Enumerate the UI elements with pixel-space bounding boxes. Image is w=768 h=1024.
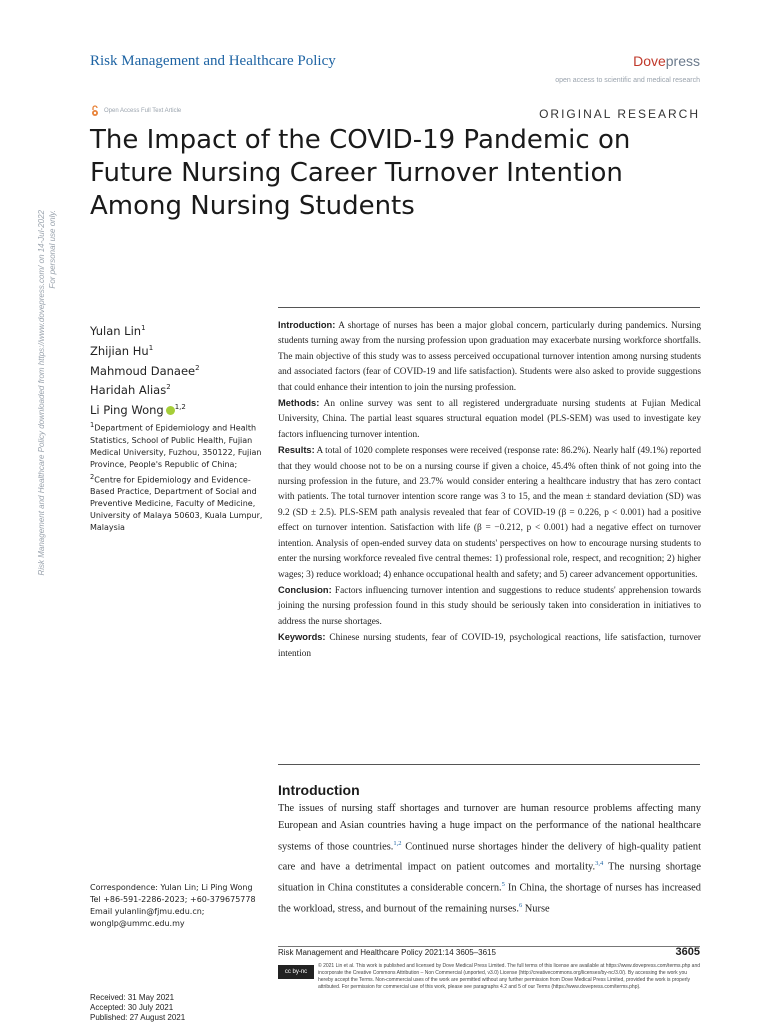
introduction-text: The issues of nursing staff shortages and turnover are human resource problems affecting many European and Asian countries having a huge impact on the performance of the national healthcare systems of those countries.$^{1,2}$ Continued nurse shortages hinder the delivery of high-quality patient care and have a detrimental impact on patient outcomes and mortality.$^{3,4}$ The nursing shortage situation in China constitutes a considerable concern.$^5$ In China, the shortage of nurses has increased the workload, stress, and burnout of the remaining nurses.$^6$ Nurse bbox=[278, 803, 701, 915]
footer-citation: Risk Management and Healthcare Policy 2021:14 3605–3615 bbox=[278, 948, 496, 957]
page-number: 3605 bbox=[675, 946, 700, 958]
publisher-logo[interactable] bbox=[633, 53, 700, 69]
correspondence: Correspondence: Yulan Lin; Li Ping Wong Tel +86-591-2286-2023; +60-379675778 Email yulanlin@fjmu.edu.cn; wonglp@ummc.edu.my bbox=[90, 882, 270, 930]
author[interactable]: Mahmoud Danaee$^2$ bbox=[90, 363, 200, 378]
citation-link[interactable]: 3,4 bbox=[595, 860, 604, 868]
email-link[interactable]: Email yulanlin@fjmu.edu.cn; bbox=[90, 907, 205, 916]
brand-part-b: press bbox=[665, 53, 700, 69]
license-text: © 2021 Lin et al. This work is published and licensed by Dove Medical Press Limited. The full terms of this license are available at https://www.dovepress.com/terms.php and incorporate the Creative Commons Attribution – Non Commercial (unported, v3.0) License (http://creativecommons.org/licenses/by-nc/3.0/). By accessing the work you hereby accept the Terms. Non-commercial uses of the work are permitted without any further permission from Dove Medical Press Limited, provided the work is properly attributed. For permission for commercial use of this work, please see paragraphs 4.2 and 5 of our Terms (https://www.dovepress.com/terms.php). bbox=[318, 963, 701, 990]
divider bbox=[278, 946, 700, 947]
publisher-tagline: open access to scientific and medical research bbox=[555, 77, 700, 84]
download-note bbox=[36, 210, 58, 630]
open-access-text: Open Access Full Text Article bbox=[104, 108, 182, 114]
citation-link[interactable]: 5 bbox=[501, 881, 505, 889]
abstract-conclusion: Conclusion: Factors influencing turnover intention and suggestions to reduce students' apprehension towards joining the nursing profession found in this study should be seriously taken into consideration in initiatives to address the nurse shortages. bbox=[278, 584, 701, 627]
download-note-line2: For personal use only. bbox=[48, 210, 57, 289]
citation-link[interactable]: 6 bbox=[518, 901, 523, 909]
author[interactable]: Zhijian Hu$^1$ bbox=[90, 343, 154, 358]
divider bbox=[278, 307, 700, 308]
brand-part-a: Dove bbox=[633, 53, 666, 69]
open-access-label bbox=[90, 105, 181, 117]
article-type: ORIGINAL RESEARCH bbox=[539, 107, 700, 121]
author[interactable]: Haridah Alias$^2$ bbox=[90, 383, 171, 398]
affiliations: $^1$Department of Epidemiology and Health Statistics, School of Public Health, Fujian Medical University, Fuzhou, 350122, Fujian Province, People's Republic of China; $^2$Centre for Epidemiology and Evidence-Based Practice, Department of Social and Preventive Medicine, Faculty of Medicine, University of Malaya 50603, Kuala Lumpur, Malaysia bbox=[90, 421, 263, 533]
citation-link[interactable]: 1,2 bbox=[393, 839, 402, 847]
orcid-icon[interactable] bbox=[166, 406, 175, 415]
abstract bbox=[278, 318, 701, 662]
email-link[interactable]: wonglp@ummc.edu.my bbox=[90, 919, 185, 928]
abstract-introduction: Introduction: A shortage of nurses has been a major global concern, particularly during pandemics. Nursing students turning away from the nursing profession upon graduation may exacerbate nursing workforce shortfalls. The main objective of this study was to assess perceived occupational turnover intention among nursing students and associated factors (fear of COVID-19 and life satisfaction). Students were also asked to provide suggestions that could enhance their intention to join the nursing profession. bbox=[278, 320, 702, 393]
section-heading: Introduction bbox=[278, 782, 360, 798]
download-note-line1: Risk Management and Healthcare Policy downloaded from https://www.dovepress.com/ on 14-Jul-2022 bbox=[37, 210, 46, 576]
author-list bbox=[90, 320, 200, 419]
journal-name: Risk Management and Healthcare Policy bbox=[90, 53, 336, 69]
abstract-results: Results: A total of 1020 complete responses were received (response rate: 86.2%). Nearly half (49.1%) reported that they would choose not to be on a nursing course if given a choice, 45.4% often think of not going into the nursing profession in the future, and 23.7% would consider entering a healthcare industry that has zero contact with patients. The total turnover intention score range was 3 to 15, and the mean ± standard deviation (SD) was 9.2 (SD ± 2.5). PLS-SEM path analysis revealed that fear of COVID-19 (β = 0.226, p < 0.001) had a positive effect on turnover intention. Satisfaction with life (β = −0.212, p < 0.001) had a negative effect on turnover intention. Analysis of open-ended survey data on students' perspectives on how to encourage nursing students to enter the nursing workforce revealed five central themes: 1) professional role, respect, and recognition; 2) higher wages; 3) reduce workload; 4) enhance occupational health and safety; and 5) career advancement opportunities. bbox=[278, 445, 701, 580]
cc-license-badge[interactable]: cc by-nc bbox=[278, 965, 314, 979]
article-title: The Impact of the COVID-19 Pandemic on Future Nursing Career Turnover Intention Among Nursing Students bbox=[90, 125, 631, 221]
open-access-icon bbox=[90, 105, 100, 117]
keywords: Keywords: Chinese nursing students, fear of COVID-19, psychological reactions, life satisfaction, turnover intention bbox=[278, 632, 701, 659]
author[interactable]: Yulan Lin$^1$ bbox=[90, 323, 146, 338]
abstract-methods: Methods: An online survey was sent to all registered undergraduate nursing students at Fujian Medical University, China. The partial least squares structural equation model (PLS-SEM) was used to investigate key factors influencing turnover intention. bbox=[278, 398, 701, 440]
author[interactable]: Li Ping Wong $^{1,2}$ bbox=[90, 403, 186, 418]
divider bbox=[278, 764, 700, 765]
article-dates: Received: 31 May 2021 Accepted: 30 July 2021 Published: 27 August 2021 bbox=[90, 993, 186, 1022]
